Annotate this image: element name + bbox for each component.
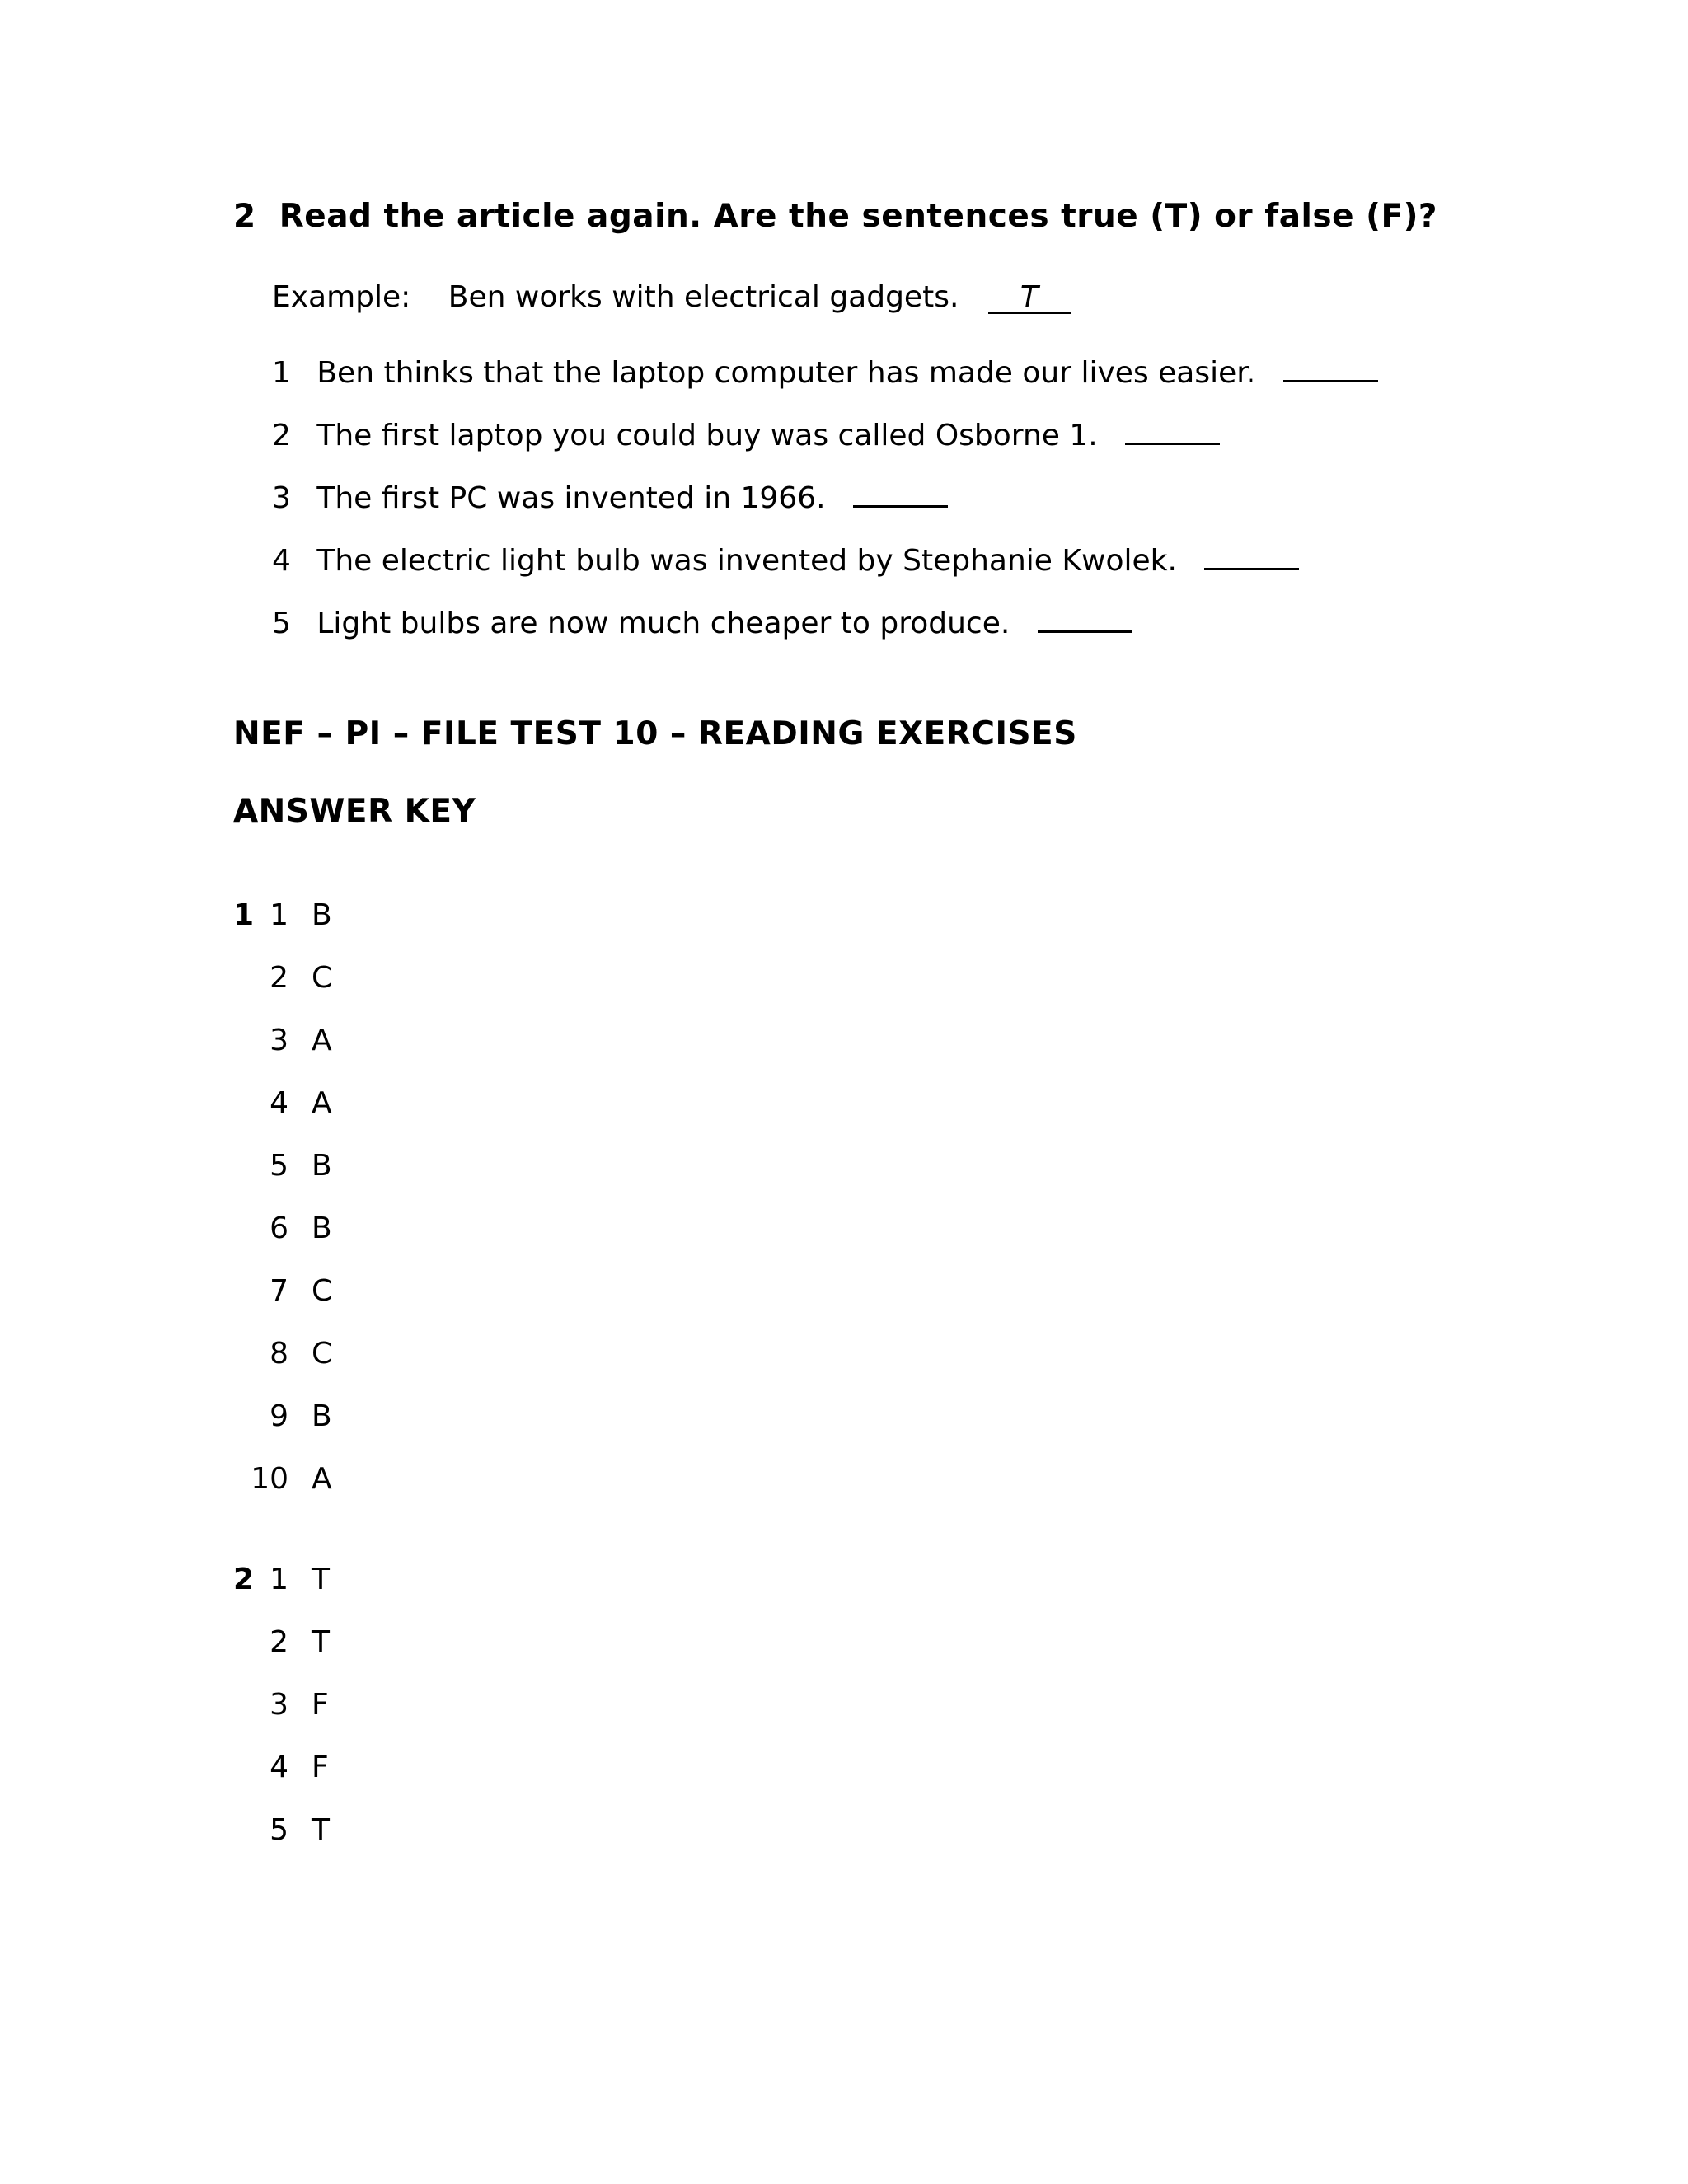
answer-key-title: ANSWER KEY [233,793,476,830]
answer-number: 4 [270,1086,288,1120]
exercise-item [272,606,1132,642]
answer-value: C [312,961,333,995]
answer-value: B [312,1399,332,1433]
answer-key-row [251,1625,330,1659]
answer-key-row [251,898,332,932]
answer-key-row [251,1212,332,1245]
answer-number: 1 [270,1563,288,1596]
answer-value: F [312,1688,329,1722]
item-text: The first laptop you could buy was called Osborne 1. [316,419,1098,452]
answer-key-row [251,1274,332,1308]
answer-value: C [312,1274,333,1308]
answer-value: A [312,1024,332,1057]
answer-key-row [251,1813,330,1847]
exercise-item [272,543,1299,579]
answer-key-row [251,1024,332,1057]
answer-number: 9 [270,1399,288,1433]
answer-number: 3 [270,1688,288,1722]
answer-value: C [312,1337,333,1371]
exercise-number: 2 [233,198,256,235]
answer-number: 4 [270,1750,288,1784]
answer-blank[interactable] [853,480,948,508]
answer-key-row [251,961,332,995]
test-title: NEF – PI – FILE TEST 10 – READING EXERCISES [233,715,1077,752]
answer-value: B [312,898,332,932]
answer-key-row [251,1399,332,1433]
answer-value: B [312,1212,332,1245]
answer-blank[interactable] [1038,606,1132,633]
answer-value: T [312,1813,330,1847]
answer-key-row [251,1337,332,1371]
answer-number: 6 [270,1212,288,1245]
answer-value: B [312,1149,332,1183]
answer-blank[interactable] [1204,543,1299,570]
answer-blank[interactable] [1283,355,1378,382]
item-number: 3 [272,481,291,515]
item-text: The first PC was invented in 1966. [316,481,826,515]
example-line [272,279,1071,316]
answer-number: 2 [270,1625,288,1659]
exercise-heading [233,198,1437,235]
answer-key-part-label: 2 [233,1563,255,1596]
answer-number: 10 [251,1462,288,1496]
answer-key-row [251,1086,332,1120]
exercise-instruction: Read the article again. Are the sentences true (T) or false (F)? [279,198,1438,235]
answer-blank[interactable] [1125,418,1220,445]
answer-number: 1 [270,898,288,932]
answer-value: A [312,1086,332,1120]
item-number: 4 [272,544,291,578]
example-label: Example: [272,280,411,314]
item-text: Ben thinks that the laptop computer has made our lives easier. [316,356,1256,390]
answer-number: 5 [270,1149,288,1183]
answer-key-row [251,1688,329,1722]
answer-key-row [251,1563,330,1596]
answer-key-row [251,1149,332,1183]
example-sentence: Ben works with electrical gadgets. [448,280,959,314]
exercise-item [272,355,1378,391]
example-answer: T [988,284,1071,314]
answer-number: 2 [270,961,288,995]
answer-value: F [312,1750,329,1784]
answer-value: T [312,1563,330,1596]
item-number: 5 [272,607,291,640]
exercise-item [272,418,1220,454]
item-number: 2 [272,419,291,452]
answer-number: 3 [270,1024,288,1057]
answer-key-part-label: 1 [233,898,255,932]
answer-key-row [251,1750,329,1784]
answer-number: 7 [270,1274,288,1308]
item-number: 1 [272,356,291,390]
answer-value: A [312,1462,332,1496]
item-text: Light bulbs are now much cheaper to produce. [316,607,1010,640]
answer-key-row [251,1462,332,1496]
item-text: The electric light bulb was invented by Stephanie Kwolek. [316,544,1177,578]
exercise-item [272,480,948,517]
answer-number: 8 [270,1337,288,1371]
answer-value: T [312,1625,330,1659]
answer-number: 5 [270,1813,288,1847]
